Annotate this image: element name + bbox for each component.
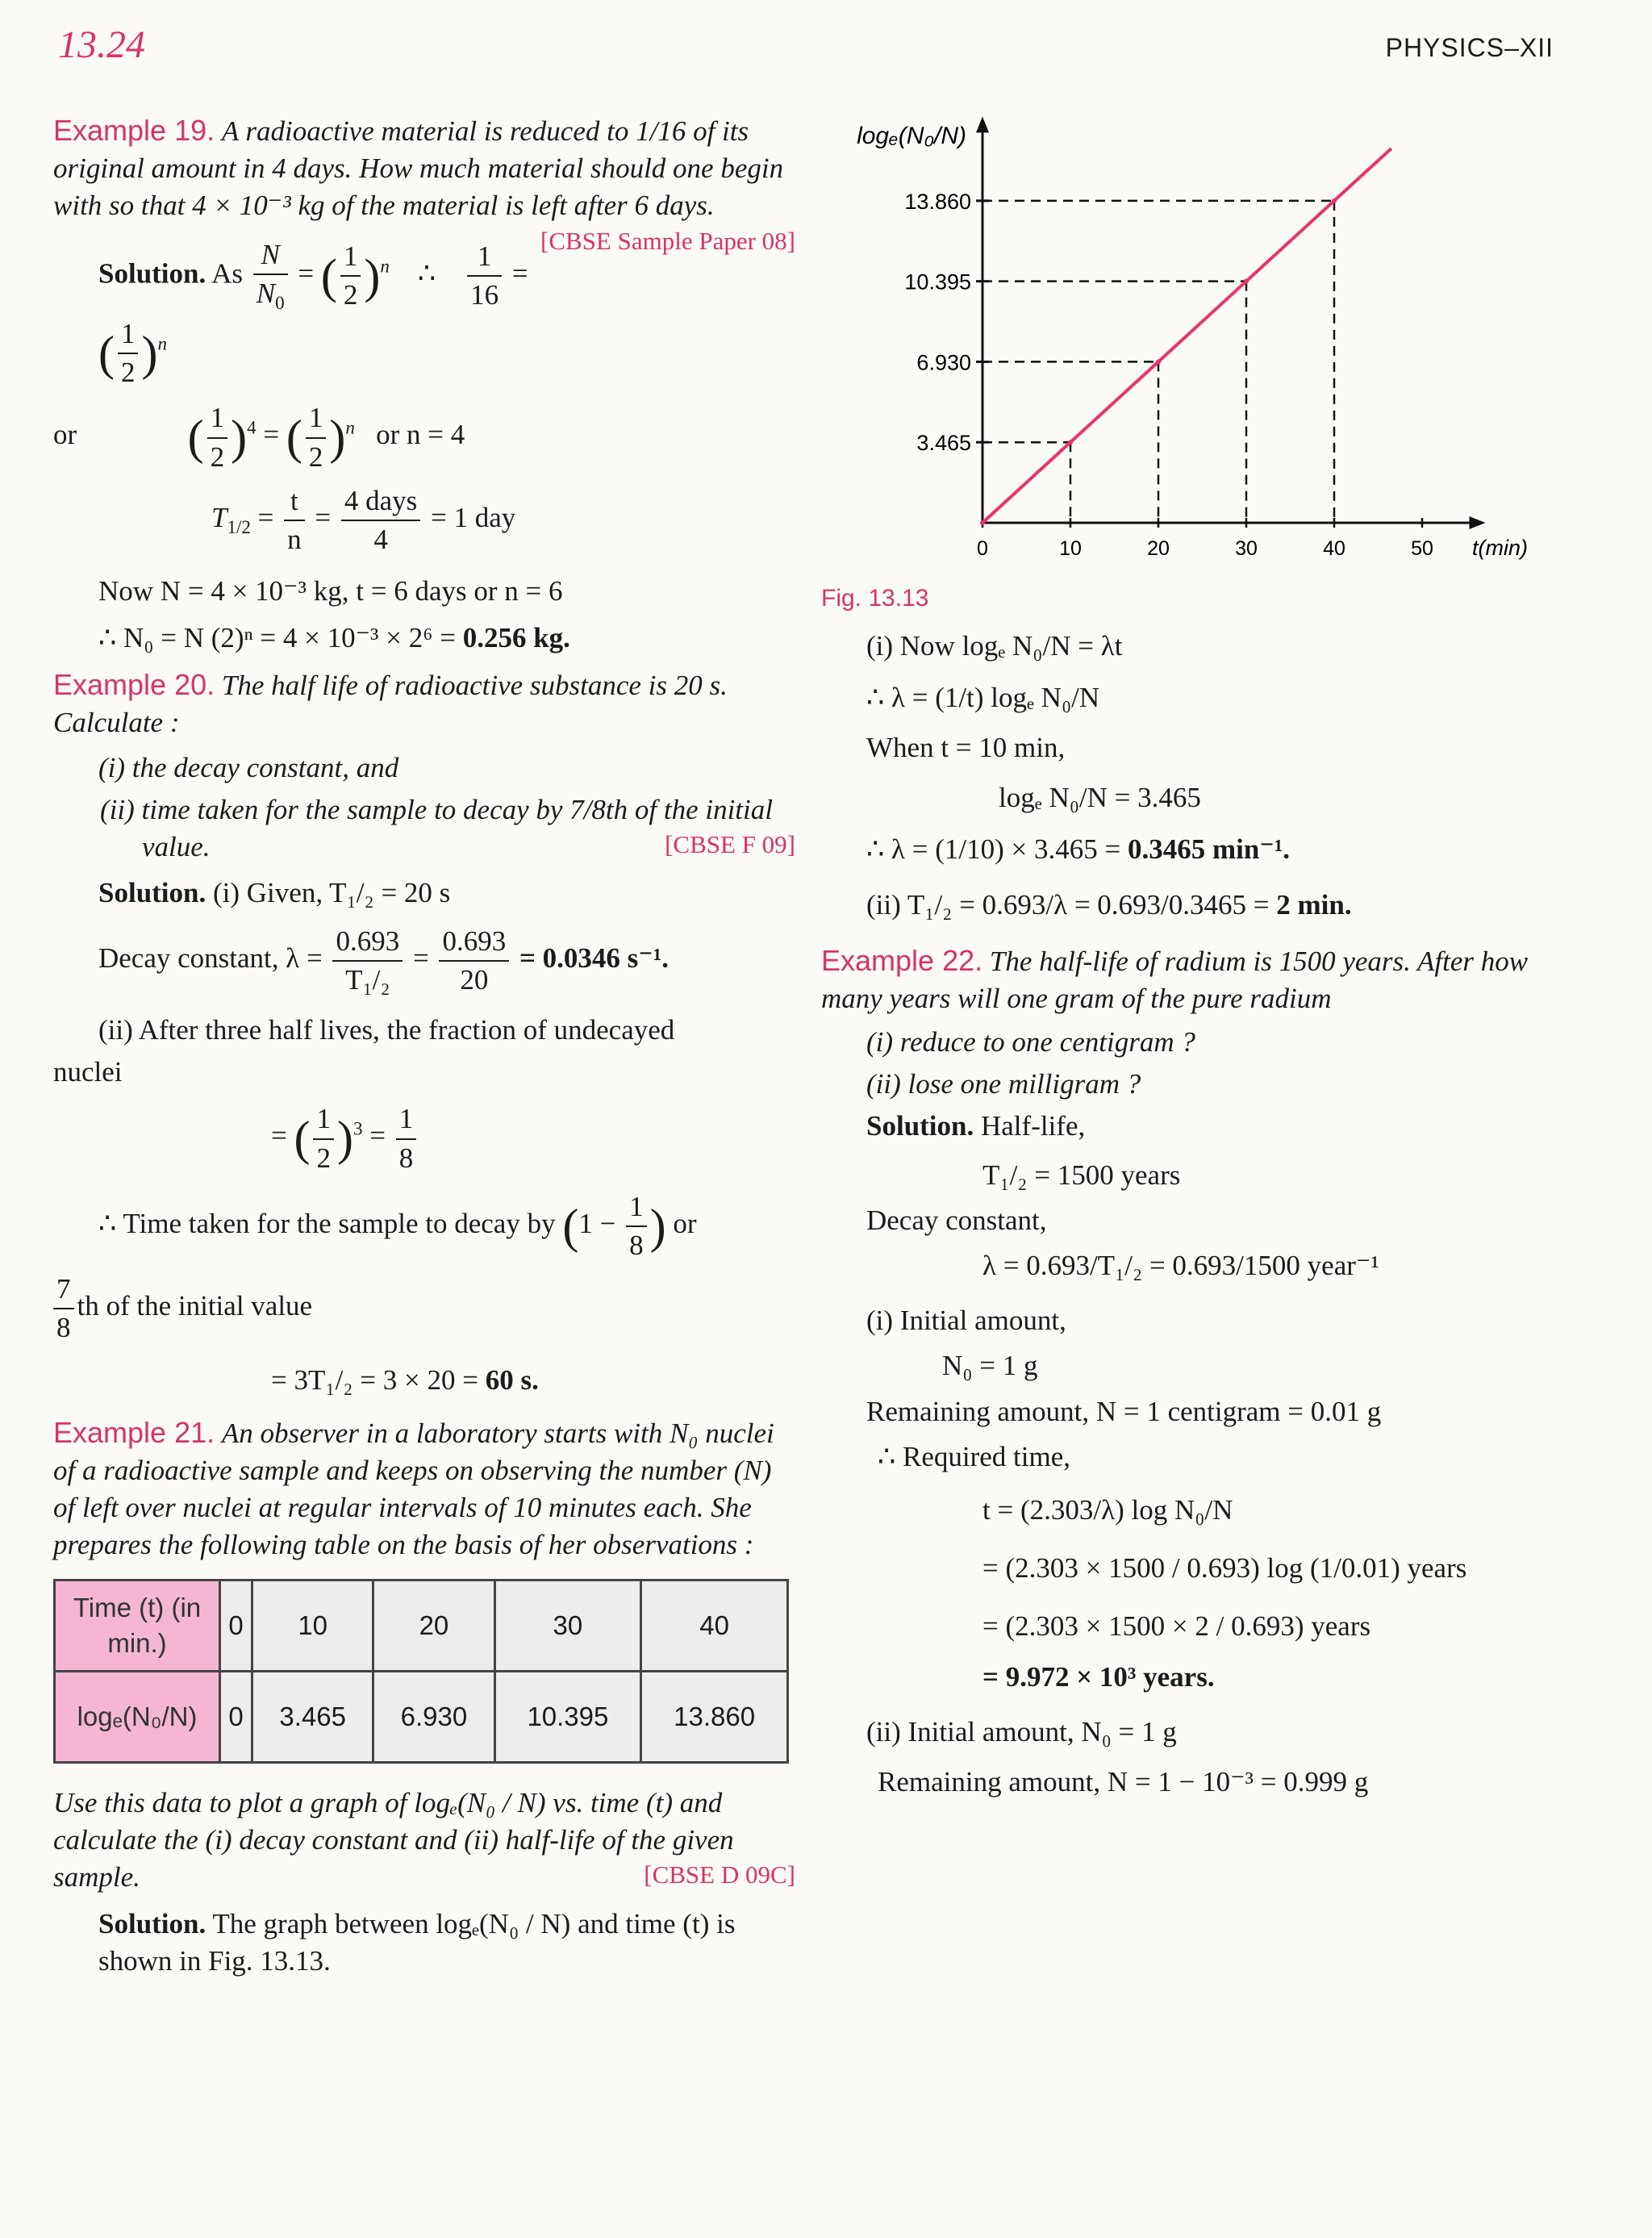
example21-instruction: Use this data to plot a graph of logₑ(N₀ / N) vs. time (t) and calculate the (i) decay constant and (ii) half-life of the given sample. [CBSE D 09C] [53,1786,795,1893]
example22-n0: N₀ = 1 g [942,1350,1038,1382]
x-tick-label: 0 [977,537,988,560]
table-cell: 13.860 [641,1671,788,1762]
example21-solution: Solution. The graph between logₑ(N₀ / N) and time (t) is shown in Fig. 13.13. [98,1908,736,1977]
ex21-lambda-result: ∴ λ = (1/10) × 3.465 = 0.3465 min⁻¹. [866,833,1291,866]
y-axis-arrow [976,116,989,132]
table-cell: 20 [373,1580,494,1671]
example20-seven-eighth: $\frac{7}{8}$ th of the initial value [53,1271,795,1347]
x-axis-label: t(min) [1472,536,1528,560]
example22-t-line1: t = (2.303/λ) log N₀/N [982,1493,1233,1526]
table-cell: 0 [220,1671,252,1762]
table-cell: 0 [220,1580,252,1671]
example20-question: Example 20. The half life of radioactive substance is 20 s. Calculate : [53,667,728,738]
data-point [980,520,985,525]
example19-or-line: or ( $\frac{1}{2}$ )$^4$ = ( $\frac{1}{2}$ )$^n$ or n = 4 [53,399,795,475]
ex21-half-life: (ii) T₁/₂ = 0.693/λ = 0.693/0.3465 = 2 min. [866,888,1352,921]
x-tick-label: 50 [1411,537,1433,560]
running-head: PHYSICS–XII [1385,33,1554,62]
example20-solution-given: Solution. (i) Given, T₁/₂ = 20 s [98,876,451,908]
example19-solution-as: Solution. As $\frac{N}{N_0}$ = ( $\frac{1}{2}$ )$^n$ ∴ $\frac{1}{16}$ = ( $\frac{1}{2}$ )$^n$ [53,236,795,392]
example22-part-ii: (ii) lose one milligram ? [866,1068,1141,1100]
example19-therefore-line: ∴ N₀ = N (2)ⁿ = 4 × 10⁻³ × 2⁶ = 0.256 kg. [98,622,570,654]
log-vs-time-graph [821,111,1531,579]
table-cell: 40 [641,1580,788,1671]
example22-lambda: λ = 0.693/T₁/₂ = 0.693/1500 year⁻¹ [982,1250,1379,1282]
ex21-lambda-line: ∴ λ = (1/t) logₑ N₀/N [866,681,1100,713]
example19-question: Example 19. A radioactive material is reduced to 1/16 of its original amount in 4 days. How much material should one begin with so that 4 × 10⁻³ kg of the material is left after 6 days. [CBSE Sample Paper 08] [53,114,795,255]
example22-t-line2: = (2.303 × 1500 / 0.693) log (1/0.01) years [982,1552,1467,1585]
example20-decay-constant: Decay constant, λ = $\frac{0.693}{\text{T₁/₂}}$ = $\frac{0.693}{20}$ = 0.0346 s⁻¹. [53,923,795,999]
example22-remaining-i: Remaining amount, N = 1 centigram = 0.01 g [866,1395,1382,1427]
example22-t-result: = 9.972 × 10³ years. [982,1660,1215,1693]
table-header-time: Time (t) (in min.) [55,1580,220,1671]
example19-now-line: Now N = 4 × 10⁻³ kg, t = 6 days or n = 6 [98,575,563,608]
example22-required-time: ∴ Required time, [878,1440,1071,1472]
ex21-when-line: When t = 10 min, [866,731,1066,763]
example20-fraction: = ( $\frac{1}{2}$ )$^3$ = $\frac{1}{8}$ [53,1100,795,1176]
data-point [1156,359,1161,364]
left-column [53,111,795,1985]
example22-question: Example 22. The half-life of radium is 1500 years. After how many years will one gram of the pure radium [821,943,1529,1014]
example22-half-life-value: T₁/₂ = 1500 years [982,1159,1181,1191]
table-cell: 30 [494,1580,641,1671]
table-row [55,1671,788,1762]
example20-nuclei: nuclei [53,1056,123,1088]
x-axis-arrow [1470,516,1486,529]
observation-table [53,1579,789,1764]
page-number: 13.24 [58,23,145,66]
table-cell: 10.395 [494,1671,641,1762]
y-tick-label: 6.930 [916,350,971,375]
example22-decay-constant: Decay constant, [866,1204,1047,1236]
table-header-log: logₑ(N₀/N) [55,1671,220,1762]
x-tick-label: 20 [1147,537,1170,560]
y-axis-label: logₑ(N₀/N) [857,123,966,149]
example22-part-i: (i) reduce to one centigram ? [866,1026,1195,1058]
example22-initial-ii: (ii) Initial amount, N₀ = 1 g [866,1715,1177,1747]
y-tick-label: 13.860 [904,189,971,214]
example22-t-line3: = (2.303 × 1500 × 2 / 0.693) years [982,1610,1371,1643]
example22-initial-i: (i) Initial amount, [866,1305,1066,1337]
y-tick-label: 10.395 [904,269,971,294]
example20-part-ii: (ii) time taken for the sample to decay by 7/8th of the initial value. [CBSE F 09] [100,794,795,863]
ex21-log-value: logₑ N₀/N = 3.465 [999,782,1201,814]
table-cell: 6.930 [373,1671,494,1762]
right-column [821,111,1571,1806]
example20-final: = 3T₁/₂ = 3 × 20 = 60 s. [271,1363,539,1396]
y-tick-label: 3.465 [916,431,971,456]
x-tick-label: 40 [1323,537,1345,560]
data-line [982,148,1391,523]
figure-caption: Fig. 13.13 [821,585,929,612]
example22-remaining-ii: Remaining amount, N = 1 − 10⁻³ = 0.999 g [878,1765,1369,1797]
table-cell: 10 [252,1580,373,1671]
example20-time-taken: ∴ Time taken for the sample to decay by (1 − $\frac{1}{8}$ ) or [53,1188,795,1264]
data-point [1244,279,1249,284]
example19-half-life: $T_{1/2}$ = $\frac{t}{n}$ = $\frac{\text{4 days}}{4}$ = 1 day [53,482,795,558]
example21-question: Example 21. An observer in a laboratory starts with N₀ nuclei of a radioactive sample and keeps on observing the number (N) of left over nuclei at regular intervals of 10 minutes each. She prepares the following table on the basis of her observations : [53,1415,774,1561]
example20-after-three: (ii) After three half lives, the fraction of undecayed [98,1014,675,1046]
table-cell: 3.465 [252,1671,373,1762]
ex21-now-line: (i) Now logₑ N₀/N = λt [866,629,1123,662]
data-point [1068,440,1073,445]
example20-part-i: (i) the decay constant, and [98,751,399,783]
x-tick-label: 10 [1059,537,1082,560]
data-point [1332,198,1337,203]
x-tick-label: 30 [1235,537,1258,560]
table-row [55,1580,788,1671]
example22-solution: Solution. Half-life, [866,1110,1086,1142]
